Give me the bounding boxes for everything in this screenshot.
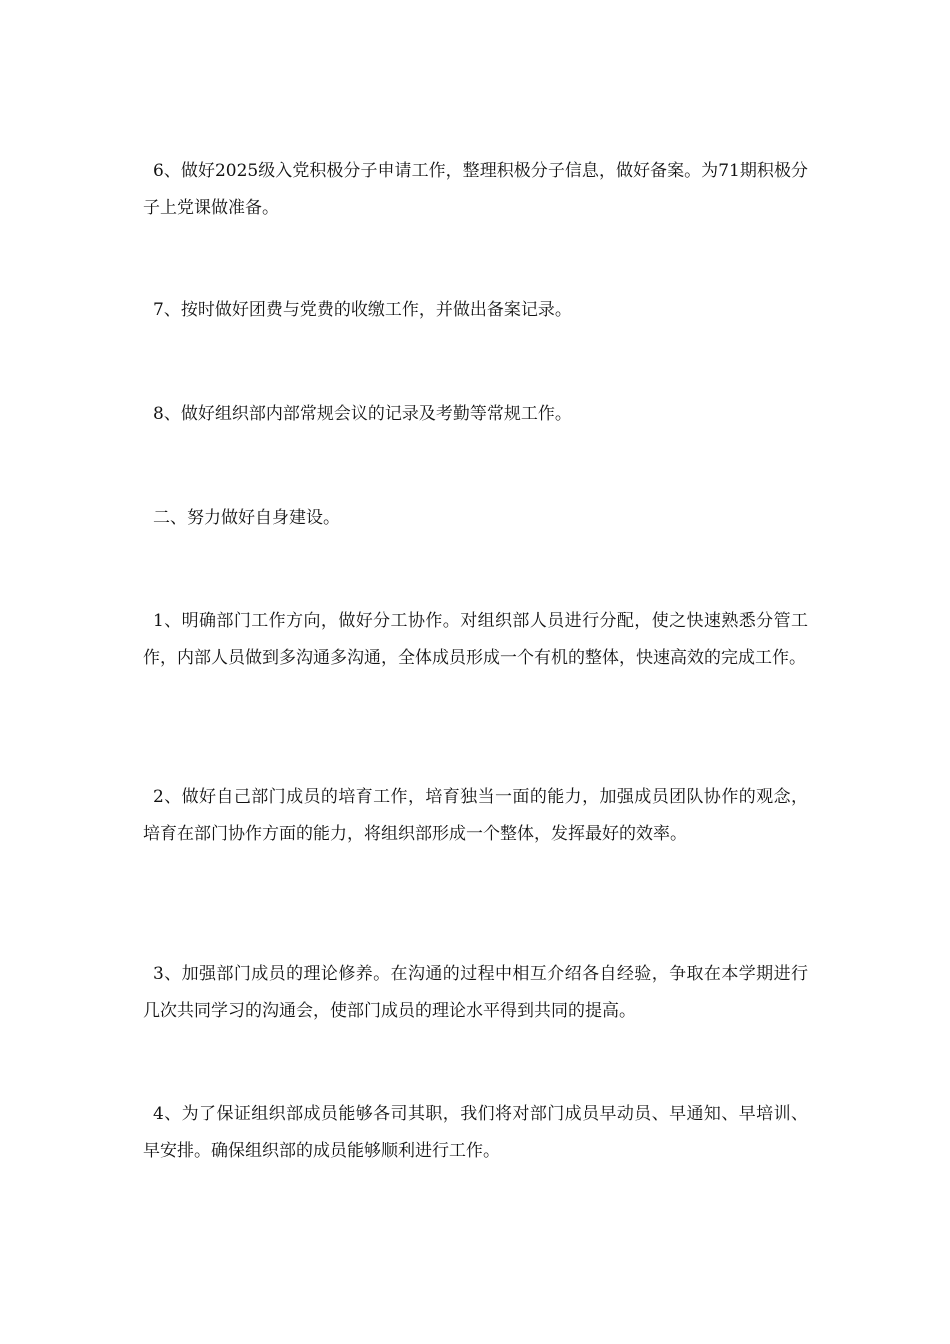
paragraph-item-4-member-duties: 4、为了保证组织部成员能够各司其职，我们将对部门成员早动员、早通知、早培训、早安排。确保组织部的成员能够顺利进行工作。 <box>143 1104 808 1161</box>
paragraph-item-1-work-direction: 1、明确部门工作方向，做好分工协作。对组织部人员进行分配，使之快速熟悉分管工作，内部人员做到多沟通多沟通，全体成员形成一个有机的整体，快速高效的完成工作。 <box>143 611 808 668</box>
paragraph-item-6-party-applicants: 6、做好2025级入党积极分子申请工作，整理积极分子信息，做好备案。为71期积极分子上党课做准备。 <box>143 161 808 218</box>
paragraph-item-7-fee-collection: 7、按时做好团费与党费的收缴工作，并做出备案记录。 <box>153 300 572 320</box>
section-heading-self-building: 二、努力做好自身建设。 <box>153 508 340 528</box>
paragraph-item-2-member-training: 2、做好自己部门成员的培育工作，培育独当一面的能力，加强成员团队协作的观念，培育在部门协作方面的能力，将组织部形成一个整体，发挥最好的效率。 <box>143 787 808 844</box>
paragraph-item-8-meeting-records: 8、做好组织部内部常规会议的记录及考勤等常规工作。 <box>153 404 572 424</box>
paragraph-item-3-theory-study: 3、加强部门成员的理论修养。在沟通的过程中相互介绍各自经验，争取在本学期进行几次共同学习的沟通会，使部门成员的理论水平得到共同的提高。 <box>143 964 808 1021</box>
